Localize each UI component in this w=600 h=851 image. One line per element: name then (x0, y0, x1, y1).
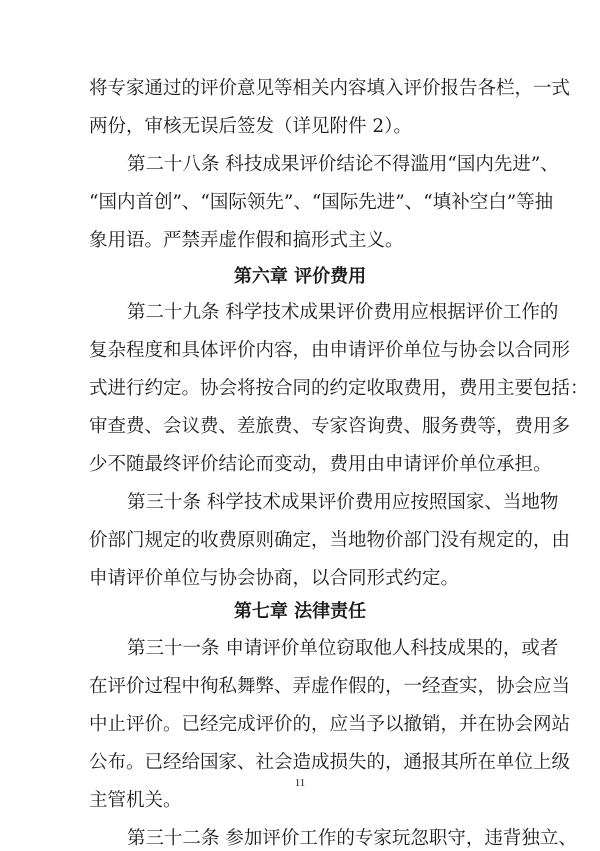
text-line: 申请评价单位与协会协商，以合同形式约定。 (89, 568, 460, 589)
text-line: 两份，审核无误后签发（详见附件 2）。 (89, 116, 412, 137)
text-line: 在评价过程中徇私舞弊、弄虚作假的，一经查实，协会应当 (89, 676, 571, 697)
text-line: 少不随最终评价结论而变动，费用由申请评价单位承担。 (89, 454, 552, 475)
chapter-heading: 第七章 法律责任 (233, 601, 367, 622)
text-line: 第二十八条 科技成果评价结论不得滥用“国内先进”、 (127, 154, 559, 175)
text-line: 公布。已经给国家、社会造成损失的，通报其所在单位上级 (89, 752, 571, 773)
text-line: “国内首创”、“国际领先”、“国际先进”、“填补空白”等抽 (89, 192, 554, 213)
chapter-heading: 第六章 评价费用 (233, 266, 367, 287)
text-line: 主管机关。 (89, 790, 182, 811)
text-line: 复杂程度和具体评价内容，由申请评价单位与协会以合同形 (89, 340, 571, 361)
text-line: 第三十条 科学技术成果评价费用应按照国家、当地物 (127, 492, 559, 513)
page-number: 11 (294, 777, 306, 789)
text-line: 将专家通过的评价意见等相关内容填入评价报告各栏，一式 (89, 78, 571, 99)
text-line: 式进行约定。协会将按合同的约定收取费用，费用主要包括： (89, 378, 589, 399)
text-line: 第三十一条 申请评价单位窃取他人科技成果的，或者 (127, 638, 559, 659)
text-line: 第二十九条 科学技术成果评价费用应根据评价工作的 (127, 302, 559, 323)
text-line: 价部门规定的收费原则确定，当地物价部门没有规定的，由 (89, 530, 571, 551)
text-line: 中止评价。已经完成评价的，应当予以撤销，并在协会网站 (89, 714, 571, 735)
text-line: 第三十二条 参加评价工作的专家玩忽职守，违背独立、 (127, 828, 577, 849)
text-line: 象用语。严禁弄虚作假和搞形式主义。 (89, 230, 404, 251)
text-line: 审查费、会议费、差旅费、专家咨询费、服务费等，费用多 (89, 416, 571, 437)
